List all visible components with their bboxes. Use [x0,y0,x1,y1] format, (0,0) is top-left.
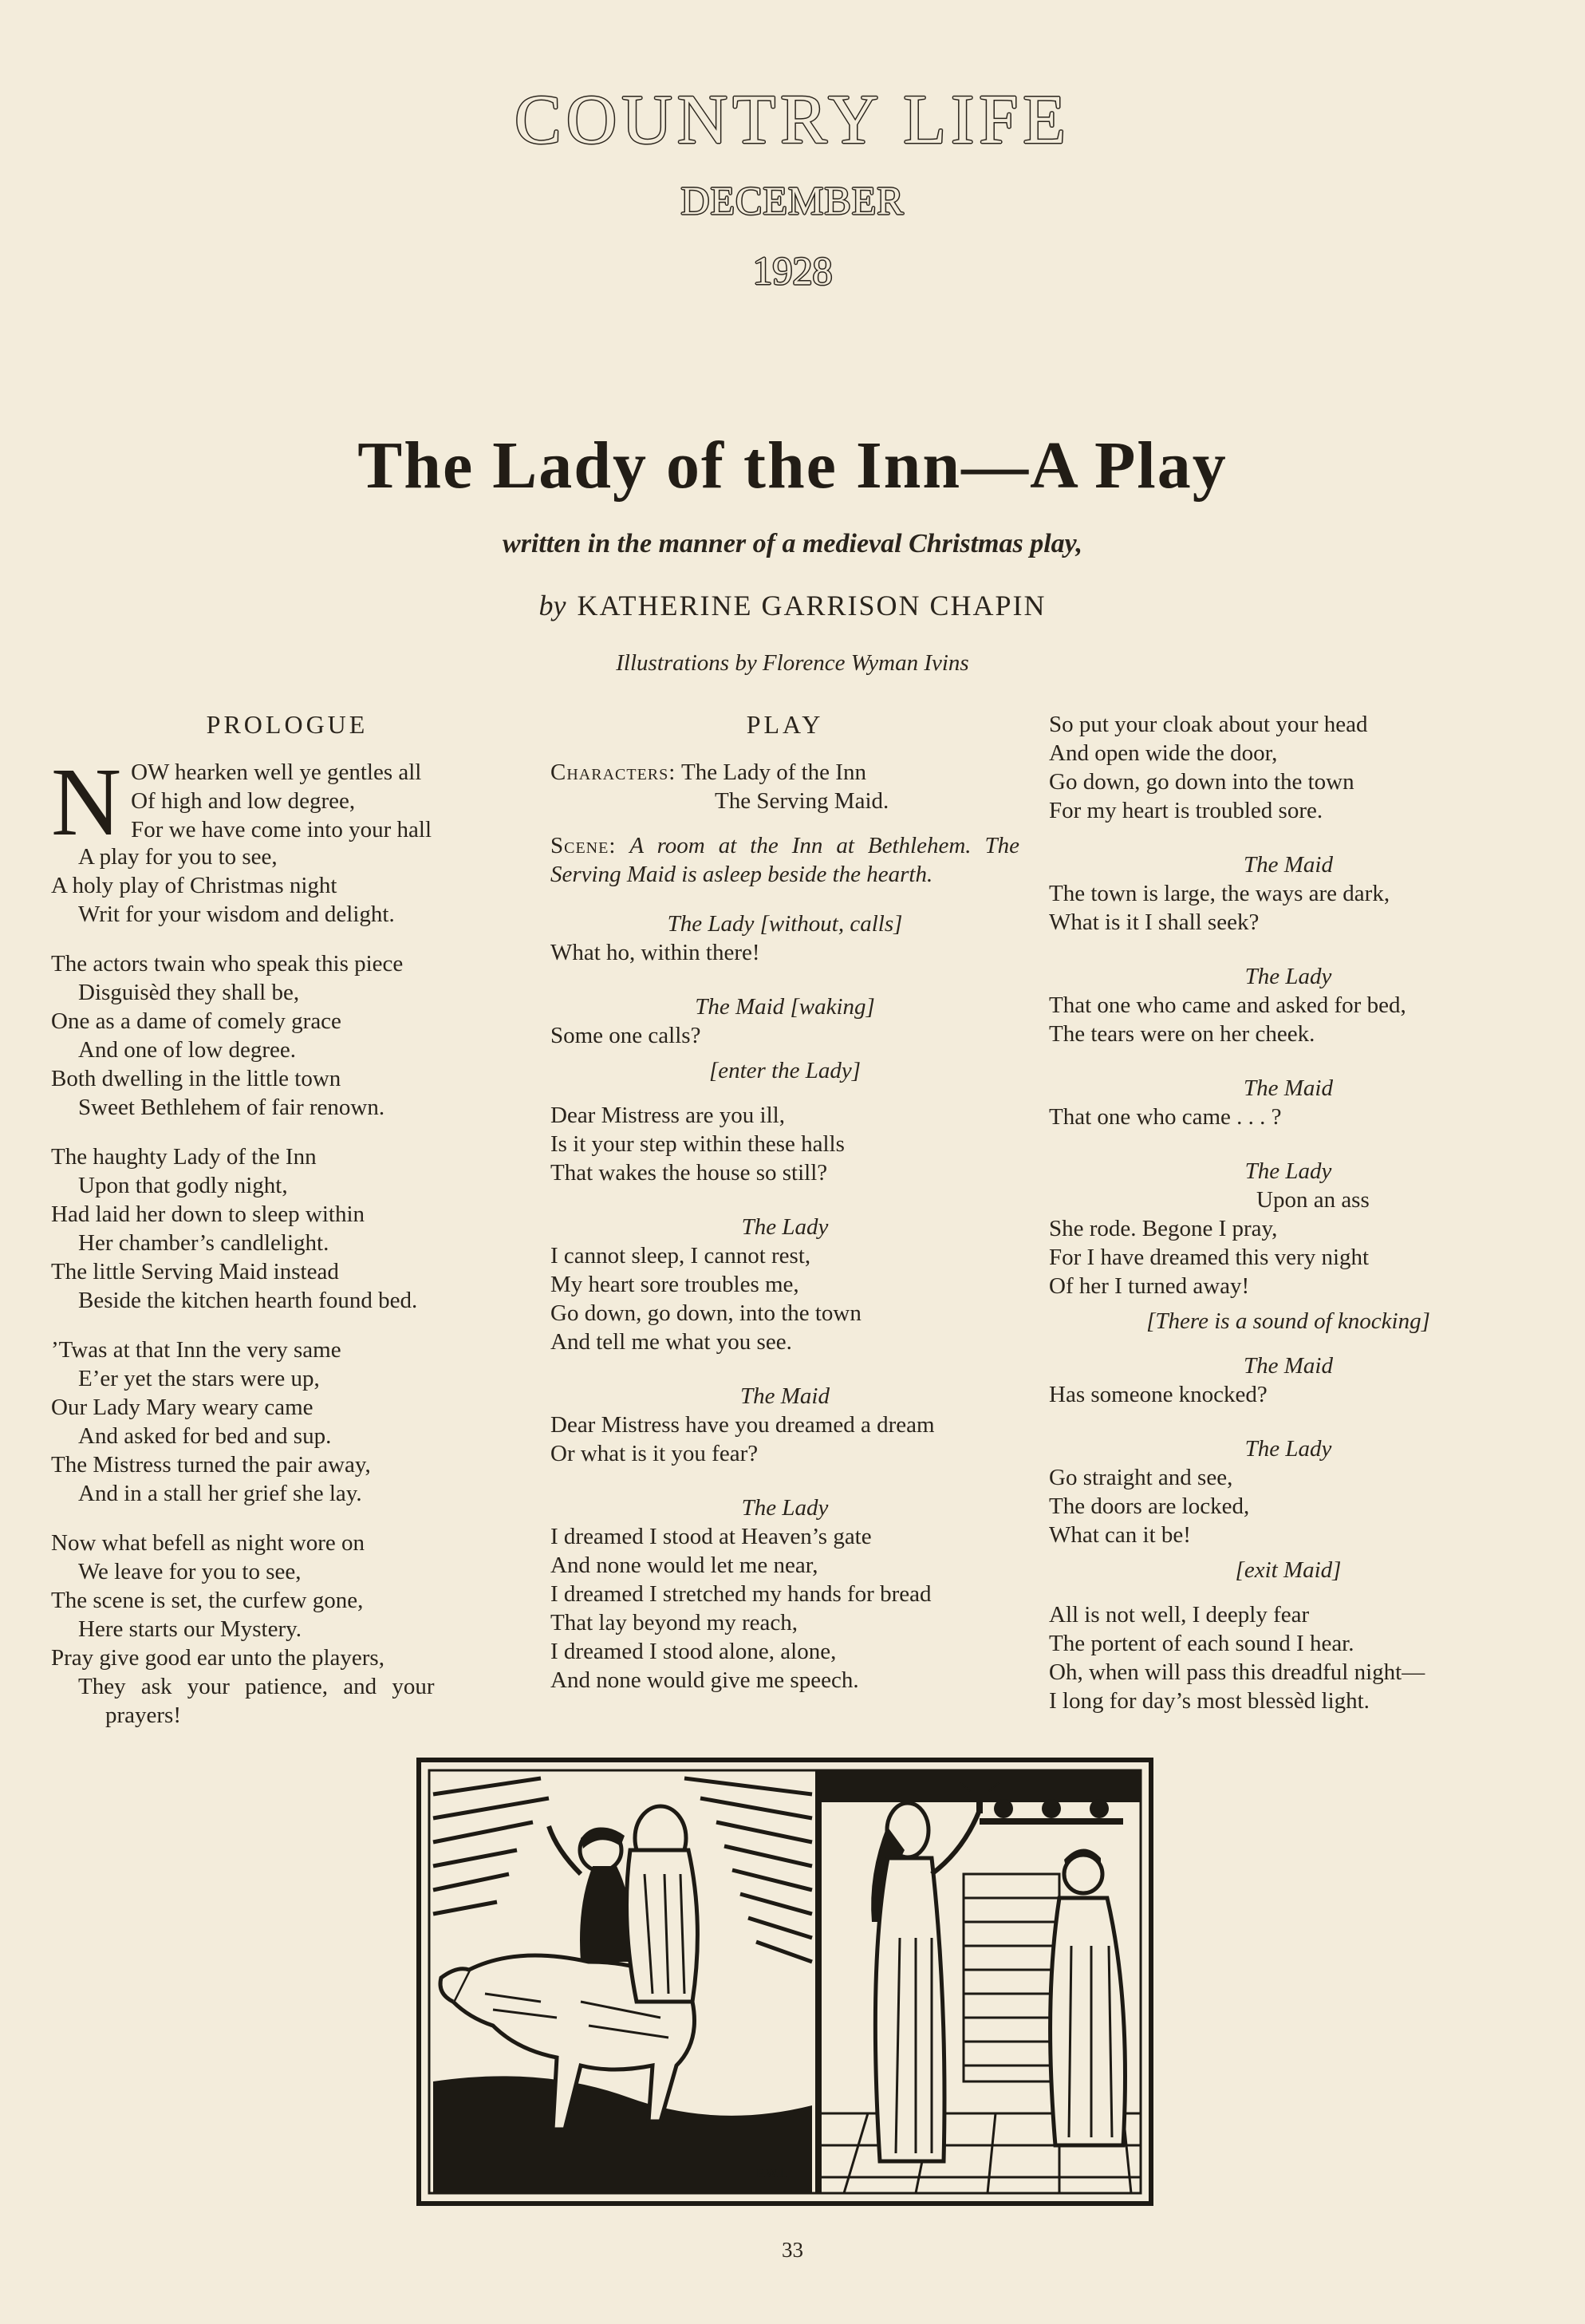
dialogue-line: I cannot sleep, I cannot rest, [550,1243,811,1269]
stage-direction: [waking] [790,994,875,1020]
verse-line: Now what befell as night wore on [51,1530,365,1556]
dialogue-line: The doors are locked, [1049,1493,1250,1519]
author-name: KATHERINE GARRISON CHAPIN [577,590,1047,621]
article-title: The Lady of the Inn—A Play [357,428,1228,503]
dialogue-line: Is it your step within these halls [550,1131,845,1157]
verse-line: OW hearken well ye gentles all [131,760,422,785]
inn-interior-scene [822,1770,1141,2193]
verse-line: Here starts our Mystery. [78,1616,302,1642]
prologue-stanza [51,949,523,1122]
dialogue-line: Upon an ass [1256,1187,1370,1213]
dialogue-line: Dear Mistress have you dreamed a dream [550,1412,935,1438]
dialogue-line: That one who came and asked for bed, [1049,992,1406,1018]
dialogue-line: I dreamed I stood at Heaven’s gate [550,1524,872,1549]
verse-line: ’Twas at that Inn the very same [51,1337,341,1363]
stage-direction: [There is a sound of knocking] [1146,1308,1430,1334]
scene-text: A room at the Inn at Bethlehem. The Serving Maid is asleep beside the hearth. [550,833,1020,887]
holy-family-scene [433,1778,812,2193]
verse-line: prayers! [105,1703,182,1728]
byline [0,589,1585,622]
verse-line: The scene is set, the curfew gone, [51,1588,364,1613]
speaker-name: The Maid [1244,1353,1333,1379]
dialogue-line: That wakes the house so still? [550,1160,828,1186]
verse-line: E’er yet the stars were up, [78,1366,320,1391]
verse-line: One as a dame of comely grace [51,1008,341,1034]
verse-line: The actors twain who speak this piece [51,951,404,977]
dialogue-line: And open wide the door, [1049,740,1278,766]
dialogue-line: Some one calls? [550,1023,701,1048]
dialogue-line: Go down, go down, into the town [550,1300,861,1326]
issue-month: DECEMBER [680,178,905,223]
dialogue-line: Oh, when will pass this dreadful night— [1049,1659,1425,1685]
verse-line: Beside the kitchen hearth found bed. [78,1288,418,1313]
speaker-name: The Lady [741,1495,829,1521]
verse-line: Both dwelling in the little town [51,1066,341,1091]
characters-label: Characters: [550,760,676,785]
magazine-title: COUNTRY LIFE [515,81,1070,159]
dialogue-line: My heart sore troubles me, [550,1272,799,1297]
prologue-stanza [51,1529,523,1730]
dialogue-line: The town is large, the ways are dark, [1049,881,1390,906]
speaker-name: The Maid [1244,852,1333,878]
verse-line: They ask your patience, and your [78,1674,435,1699]
scene-description [550,831,1019,889]
dialogue-line: Has someone knocked? [1049,1382,1268,1407]
scene-label: Scene: [550,833,617,858]
play-column [550,710,1019,1695]
dialogue-line: Or what is it you fear? [550,1441,759,1466]
stage-direction: [exit Maid] [1235,1557,1342,1583]
play-continued-column [1049,710,1528,1715]
prologue-stanza [51,1336,523,1508]
page-number: 33 [782,2238,803,2262]
speaker-name: The Lady [1244,1158,1332,1184]
speaker-name: The Lady [741,1214,829,1240]
verse-line: Her chamber’s candlelight. [78,1230,329,1256]
verse-line: Of high and low degree, [131,788,356,814]
speaker-name: The Lady [1244,1436,1332,1462]
stage-direction: [without, calls] [759,911,903,937]
verse-line: Had laid her down to sleep within [51,1201,365,1227]
prologue-column [51,710,523,1750]
dialogue-line: Of her I turned away! [1049,1273,1250,1299]
verse-line: And in a stall her grief she lay. [78,1481,362,1506]
verse-line: And one of low degree. [78,1037,296,1063]
dialogue-line: That lay beyond my reach, [550,1610,798,1635]
verse-line: The haughty Lady of the Inn [51,1144,317,1170]
byline-by: by [538,590,566,621]
play-heading: PLAY [746,710,824,739]
dialogue-line: And none would give me speech. [550,1667,859,1693]
dialogue-line: I dreamed I stretched my hands for bread [550,1581,932,1607]
article-subtitle: written in the manner of a medieval Christmas play, [503,529,1082,558]
dialogue-line: And none would let me near, [550,1553,818,1578]
woodcut-drawing [421,1762,1149,2201]
dialogue-line: And tell me what you see. [550,1329,792,1355]
stage-direction: [enter the Lady] [708,1058,861,1083]
dialogue-line: What can it be! [1049,1522,1191,1548]
verse-line: The little Serving Maid instead [51,1259,339,1284]
character-maid: The Serving Maid. [715,788,889,814]
verse-line: For we have come into your hall [131,817,432,842]
character-lady: The Lady of the Inn [681,760,866,785]
speaker-cue [550,992,1019,1021]
dialogue-line: For I have dreamed this very night [1049,1245,1370,1270]
verse-line: And asked for bed and sup. [78,1423,332,1449]
verse-line: The Mistress turned the pair away, [51,1452,371,1478]
verse-line: Pray give good ear unto the players, [51,1645,384,1671]
verse-line: Writ for your wisdom and delight. [78,902,395,927]
dialogue-line: What is it I shall seek? [1049,909,1260,935]
speaker-name: The Lady [1244,964,1332,989]
dialogue-line: Go straight and see, [1049,1465,1233,1490]
dialogue-line: So put your cloak about your head [1049,712,1368,737]
speaker-name: The Lady [667,911,755,937]
dialogue-line: For my heart is troubled sore. [1049,798,1323,823]
prologue-stanza [51,748,523,929]
prologue-heading: PROLOGUE [206,710,369,739]
dialogue-line: The tears were on her cheek. [1049,1021,1315,1047]
verse-line: Sweet Bethlehem of fair renown. [78,1095,385,1120]
dialogue-line: She rode. Begone I pray, [1049,1216,1278,1241]
verse-line: A play for you to see, [78,844,278,870]
speaker-cue [550,909,1019,938]
prologue-stanza [51,1142,523,1315]
dialogue-line: I dreamed I stood alone, alone, [550,1639,837,1664]
dialogue-line: I long for day’s most blessèd light. [1049,1688,1370,1714]
speaker-name: The Maid [695,994,785,1020]
characters-list [550,758,1019,815]
drop-cap: N [51,748,122,856]
illustration-credit: Illustrations by Florence Wyman Ivins [616,650,969,676]
dialogue-line: What ho, within there! [550,940,760,965]
dialogue-line: Dear Mistress are you ill, [550,1103,785,1128]
dialogue-line: Go down, go down into the town [1049,769,1354,795]
speaker-name: The Maid [1244,1075,1333,1101]
speaker-name: The Maid [740,1383,830,1409]
dialogue-line: The portent of each sound I hear. [1049,1631,1354,1656]
verse-line: A holy play of Christmas night [51,873,337,898]
dialogue-line: All is not well, I deeply fear [1049,1602,1310,1628]
verse-line: Disguisèd they shall be, [78,980,300,1005]
verse-line: Upon that godly night, [78,1173,288,1198]
woodcut-illustration [416,1758,1153,2206]
artist-signature: F.W.I. [756,2167,787,2180]
issue-year: 1928 [752,248,833,293]
dialogue-line: That one who came . . . ? [1049,1104,1282,1130]
verse-line: We leave for you to see, [78,1559,302,1584]
verse-line: Our Lady Mary weary came [51,1395,313,1420]
